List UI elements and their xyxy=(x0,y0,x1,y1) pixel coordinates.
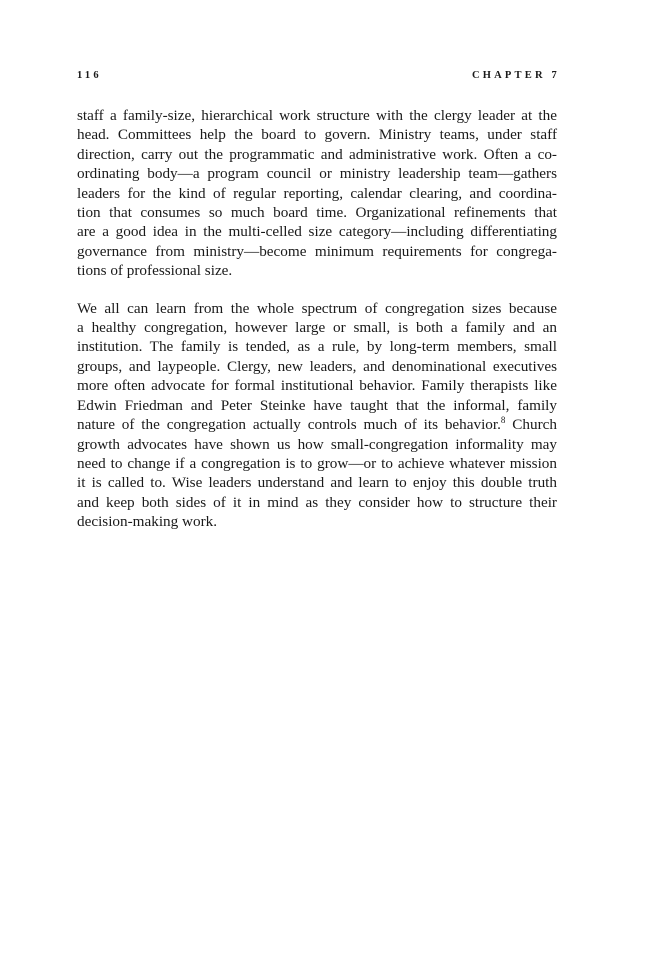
footnote-reference[interactable]: 8 xyxy=(500,415,506,426)
text-line: leaders for the kind of regular reporting, calendar clearing, and coordina- xyxy=(77,184,557,202)
text-line: institution. The family is tended, as a rule, by long-term members, small xyxy=(77,338,557,356)
text-line: governance from ministry—become minimum requirements for congrega- xyxy=(77,242,557,260)
paragraph-1 xyxy=(77,106,557,281)
body-text xyxy=(77,106,557,532)
text-line: growth advocates have shown us how small-congregation informality may xyxy=(77,435,557,453)
page-number: 116 xyxy=(77,70,102,81)
running-head: CHAPTER 7 xyxy=(471,70,560,81)
text-line: Edwin Friedman and Peter Steinke have taught that the informal, family xyxy=(77,396,557,414)
paragraph-2 xyxy=(77,299,557,532)
text-line: direction, carry out the programmatic and administrative work. Often a co- xyxy=(77,145,557,163)
text-line: it is called to. Wise leaders understand and learn to enjoy this double truth xyxy=(77,474,557,492)
text-line-with-footnote xyxy=(77,415,557,434)
text-line: decision-making work. xyxy=(77,513,218,531)
text-line: more often advocate for formal institutional behavior. Family therapists like xyxy=(77,377,557,395)
text-line: head. Committees help the board to govern. Ministry teams, under staff xyxy=(77,126,557,144)
text-line: tions of professional size. xyxy=(77,262,233,280)
text-line: a healthy congregation, however large or small, is both a family and an xyxy=(77,319,557,337)
page-header xyxy=(77,70,560,86)
text-line: are a good idea in the multi-celled size category—including differentiating xyxy=(77,223,557,241)
text-line: staff a family-size, hierarchical work structure with the clergy leader at the xyxy=(77,107,557,124)
text-line: ordinating body—a program council or ministry leadership team—gathers xyxy=(77,165,557,183)
text-line: We all can learn from the whole spectrum of congregation sizes because xyxy=(77,299,557,317)
text-line: groups, and laypeople. Clergy, new leaders, and denominational executives xyxy=(77,357,557,375)
text-line: and keep both sides of it in mind as they consider how to structure their xyxy=(77,493,557,511)
text-line: need to change if a congregation is to grow—or to achieve whatever mission xyxy=(77,454,557,472)
text-line-tail: Church xyxy=(505,416,557,434)
text-line: nature of the congregation actually controls much of its behavior. xyxy=(77,416,501,434)
text-line: tion that consumes so much board time. Organizational refinements that xyxy=(77,204,557,222)
